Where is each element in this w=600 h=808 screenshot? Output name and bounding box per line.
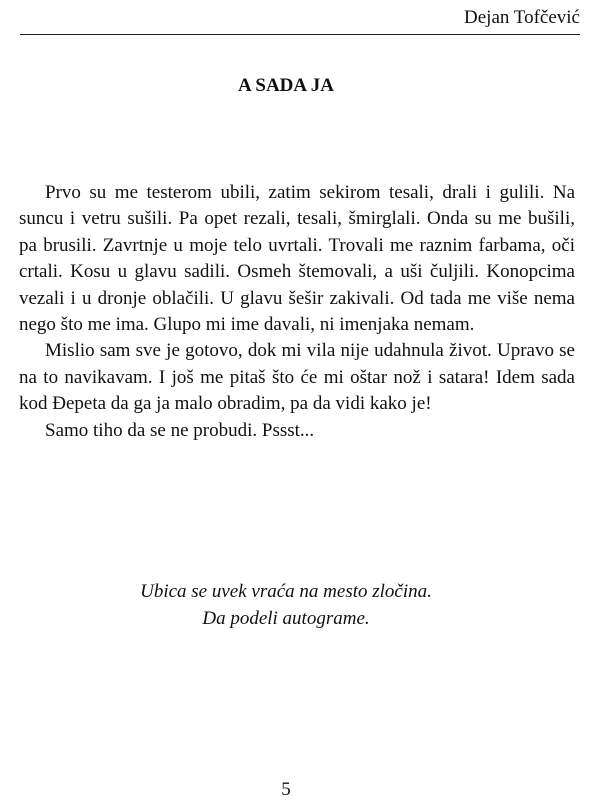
paragraph-3: Samo tiho da se ne probudi. Pssst... xyxy=(45,419,315,441)
paragraph-2: Mislio sam sve je gotovo, dok mi vila nije udahnula život. Upravo se na to navikavam. I još me pitaš što će mi oštar nož i satara! Idem sada kod Đepeta da ga ja malo obradim, pa da vidi kako je! xyxy=(19,340,575,415)
chapter-body xyxy=(19,180,575,444)
paragraph-1: Prvo su me testerom ubili, zatim sekirom tesali, drali i gulili. Na suncu i vetru sušili. Pa opet rezali, tesali, šmirglali. Onda su me bušili, pa brusili. Zavrtnje u moje telo uvrtali. Trovali me raznim farbama, oči crtali. Kosu u glavu sadili. Osmeh štemovali, a uši čuljili. Konopcima vezali i u dronje oblačili. U glavu šešir zakivali. Od tada me više nema nego što me ima. Glupo mi ime davali, ni imenjaka nemam. xyxy=(19,182,575,336)
page-number: 5 xyxy=(281,779,291,800)
epigraph-line-2: Da podeli autograme. xyxy=(202,608,370,629)
header-rule xyxy=(20,34,580,35)
epigraph-line-1: Ubica se uvek vraća na mesto zločina. xyxy=(140,581,432,602)
running-header-author: Dejan Tofčević xyxy=(464,7,580,28)
closing-epigraph xyxy=(0,578,572,632)
chapter-title: A SADA JA xyxy=(237,75,335,96)
